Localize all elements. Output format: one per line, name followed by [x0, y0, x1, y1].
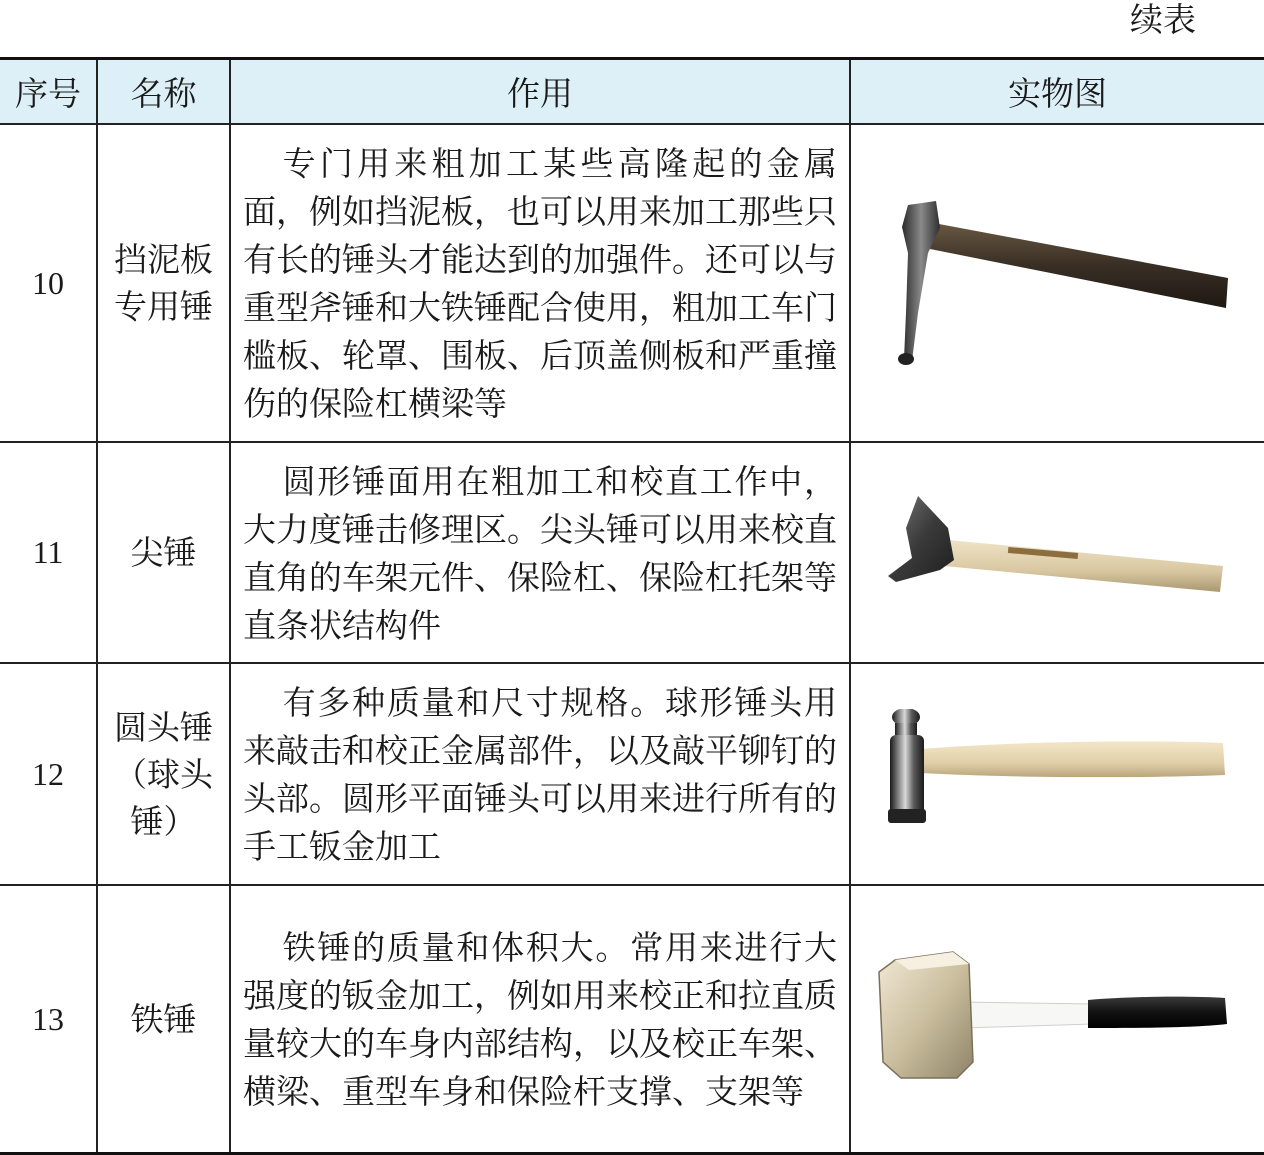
- row-num: 12: [0, 663, 97, 885]
- row-name: 挡泥板专用锤: [97, 124, 230, 442]
- table-row: [0, 124, 1264, 442]
- table-row: [0, 442, 1264, 663]
- table-row: [0, 885, 1264, 1154]
- row-num: 13: [0, 885, 97, 1154]
- row-description: 有多种质量和尺寸规格。球形锤头用来敲击和校正金属部件，以及敲平铆钉的头部。圆形平面锤头可以用来进行所有的手工钣金加工: [230, 663, 850, 885]
- row-name: 尖锤: [97, 442, 230, 663]
- row-name: 铁锤: [97, 885, 230, 1154]
- table-continued-label: 续表: [1130, 0, 1196, 39]
- table-header-row: [0, 59, 1264, 125]
- row-num: 11: [0, 442, 97, 663]
- row-image: [850, 442, 1264, 663]
- row-description: 铁锤的质量和体积大。常用来进行大强度的钣金加工，例如用来校正和拉直质量较大的车身内部结构，以及校正车架、横梁、重型车身和保险杆支撑、支架等: [230, 885, 850, 1154]
- table-row: [0, 663, 1264, 885]
- row-image: [850, 885, 1264, 1154]
- row-description: 圆形锤面用在粗加工和校直工作中，大力度锤击修理区。尖头锤可以用来校直直角的车架元件、保险杠、保险杠托架等直条状结构件: [230, 442, 850, 663]
- header-num: 序号: [0, 59, 97, 125]
- row-name: 圆头锤（球头锤）: [97, 663, 230, 885]
- row-image: [850, 663, 1264, 885]
- header-name: 名称: [97, 59, 230, 125]
- fender-hammer-icon: [868, 183, 1248, 383]
- row-num: 10: [0, 124, 97, 442]
- row-image: [850, 124, 1264, 442]
- row-description: 专门用来粗加工某些高隆起的金属面，例如挡泥板，也可以用来加工那些只有长的锤头才能达到的加强件。还可以与重型斧锤和大铁锤配合使用，粗加工车门槛板、轮罩、围板、后顶盖侧板和严重撞伤的保险杠横梁等: [230, 124, 850, 442]
- ball-peen-hammer-icon: [873, 709, 1243, 839]
- hammer-table: [0, 57, 1264, 1155]
- sledge-hammer-icon: [873, 944, 1243, 1094]
- header-use: 作用: [230, 59, 850, 125]
- header-image: 实物图: [850, 59, 1264, 125]
- pick-hammer-icon: [878, 488, 1238, 618]
